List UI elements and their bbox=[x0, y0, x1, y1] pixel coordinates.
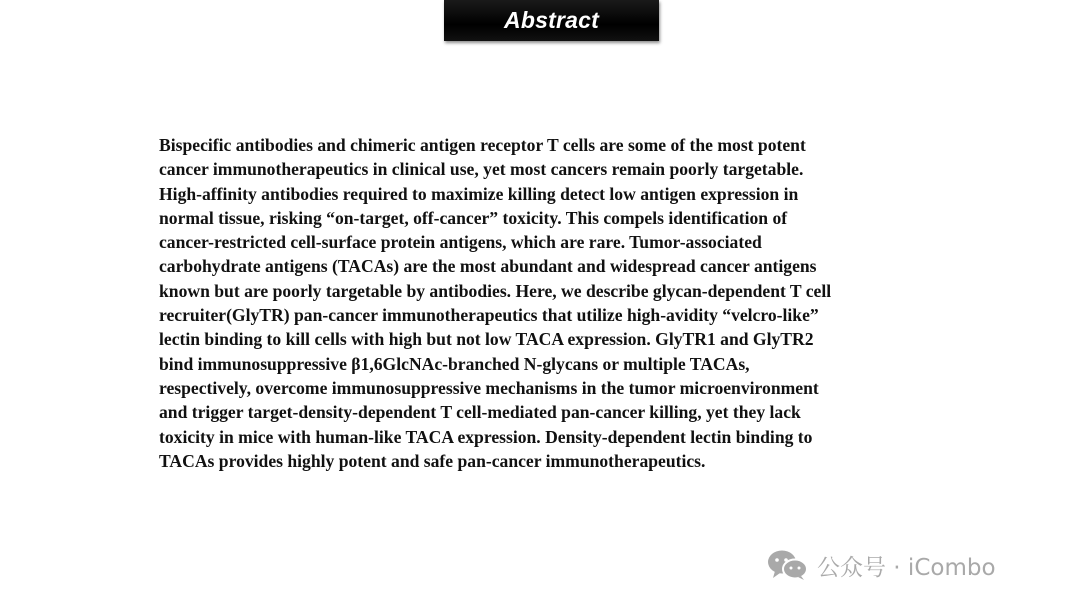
abstract-line: TACAs provides highly potent and safe pan-cancer immunotherapeutics. bbox=[159, 450, 706, 471]
abstract-line: bind immunosuppressive β1,6GlcNAc-branched N-glycans or multiple TACAs, bbox=[159, 353, 750, 374]
title-banner bbox=[444, 0, 659, 41]
abstract-line: High-affinity antibodies required to maximize killing detect low antigen expression in bbox=[159, 183, 799, 204]
abstract-line: carbohydrate antigens (TACAs) are the most abundant and widespread cancer antigens bbox=[159, 256, 817, 277]
abstract-line: toxicity in mice with human-like TACA expression. Density-dependent lectin binding to bbox=[159, 426, 813, 447]
abstract-line: and trigger target-density-dependent T cell-mediated pan-cancer killing, yet they lack bbox=[159, 402, 801, 423]
abstract-line: known but are poorly targetable by antibodies. Here, we describe glycan-dependent T cell bbox=[159, 280, 832, 301]
abstract-text bbox=[159, 133, 949, 473]
abstract-line: cancer immunotherapeutics in clinical use, yet most cancers remain poorly targetable. bbox=[159, 159, 804, 180]
watermark-text: 公众号 · iCombo bbox=[817, 554, 996, 581]
wechat-icon bbox=[767, 549, 809, 581]
abstract-line: normal tissue, risking “on-target, off-cancer” toxicity. This compels identification of bbox=[159, 207, 788, 228]
abstract-line: cancer-restricted cell-surface protein antigens, which are rare. Tumor-associated bbox=[159, 232, 762, 253]
abstract-line: lectin binding to kill cells with high but not low TACA expression. GlyTR1 and GlyTR2 bbox=[159, 329, 814, 350]
abstract-line: recruiter(GlyTR) pan-cancer immunotherapeutics that utilize high-avidity “velcro-like” bbox=[159, 305, 819, 326]
abstract-line: Bispecific antibodies and chimeric antigen receptor T cells are some of the most potent bbox=[159, 135, 806, 155]
abstract-line: respectively, overcome immunosuppressive mechanisms in the tumor microenvironment bbox=[159, 377, 819, 398]
watermark bbox=[767, 549, 996, 581]
slide-title: Abstract bbox=[504, 7, 599, 33]
